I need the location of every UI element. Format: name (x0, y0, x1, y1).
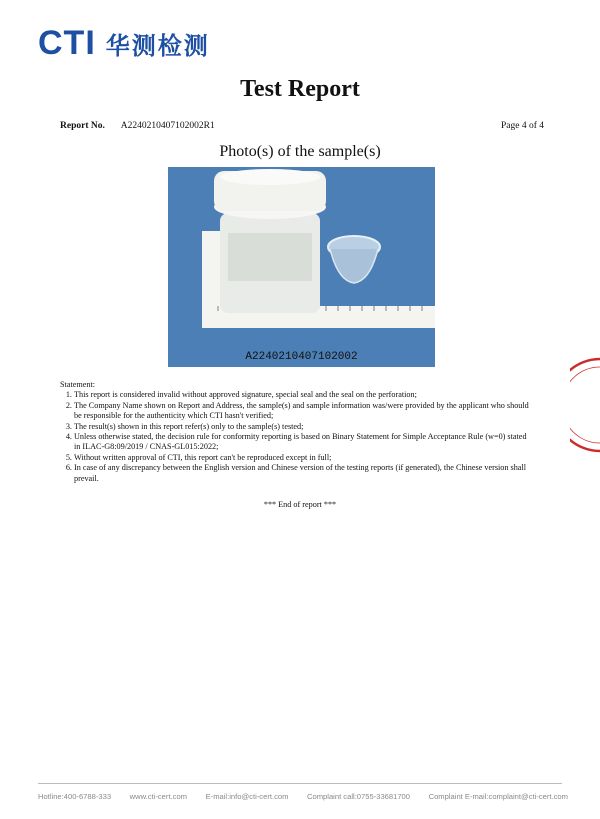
cup-body (330, 249, 378, 283)
section-title: Photo(s) of the sample(s) (219, 143, 381, 160)
page-title: Test Report (240, 76, 360, 102)
sample-photo (168, 167, 435, 367)
company-logo (38, 24, 210, 63)
statement-item: 6. In case of any discrepancy between the English version and Chinese version of the testing reports (if generated), the Chinese version shall prevail. (74, 463, 530, 484)
jar-lid-highlight (220, 169, 320, 185)
statement-item: 1. This report is considered invalid without approved signature, special seal and the seal on the perforation; (74, 390, 530, 400)
sample-id: A2240210407102002 (245, 351, 358, 363)
statement-heading: Statement: (60, 380, 96, 389)
statement-list (60, 390, 530, 484)
footer-divider (38, 783, 562, 784)
statement-item: 2. The Company Name shown on Report and Address, the sample(s) and sample information was/were provided by the applicant who should be responsible for the authenticity which CTI hasn't verified; (74, 401, 530, 422)
page-number: Page 4 of 4 (500, 121, 544, 131)
report-number-label: Report No. (60, 121, 105, 131)
logo-text-en: CTI (38, 24, 96, 62)
footer (38, 792, 568, 801)
footer-complaint-email: Complaint E-mail:complaint@cti-cert.com (428, 792, 568, 801)
report-number (60, 121, 215, 131)
logo-text-zh: 华测检测 (105, 32, 210, 60)
statement-item: 3. The result(s) shown in this report refer(s) only to the sample(s) tested; (74, 422, 530, 432)
sample-photo-illustration (168, 167, 435, 367)
jar-label (228, 233, 312, 281)
report-number-value: A2240210407102002R1 (120, 121, 215, 131)
end-of-report: *** End of report *** (263, 500, 337, 509)
statement-block (60, 380, 530, 484)
footer-hotline: Hotline:400-6788-333 (38, 792, 112, 801)
footer-email: E-mail:info@cti-cert.com (205, 792, 289, 801)
company-seal-stamp (570, 355, 600, 455)
statement-item: 4. Unless otherwise stated, the decision rule for conformity reporting is based on Binary Statement for Simple Acceptance Rule (w=0) stated in ILAC-G8:09/2019 / CNAS-GL015:2022; (74, 432, 530, 453)
statement-item: 5. Without written approval of CTI, this report can't be reproduced except in full; (74, 453, 530, 463)
footer-website: www.cti-cert.com (129, 792, 188, 801)
footer-complaint-call: Complaint call:0755-33681700 (307, 792, 411, 801)
